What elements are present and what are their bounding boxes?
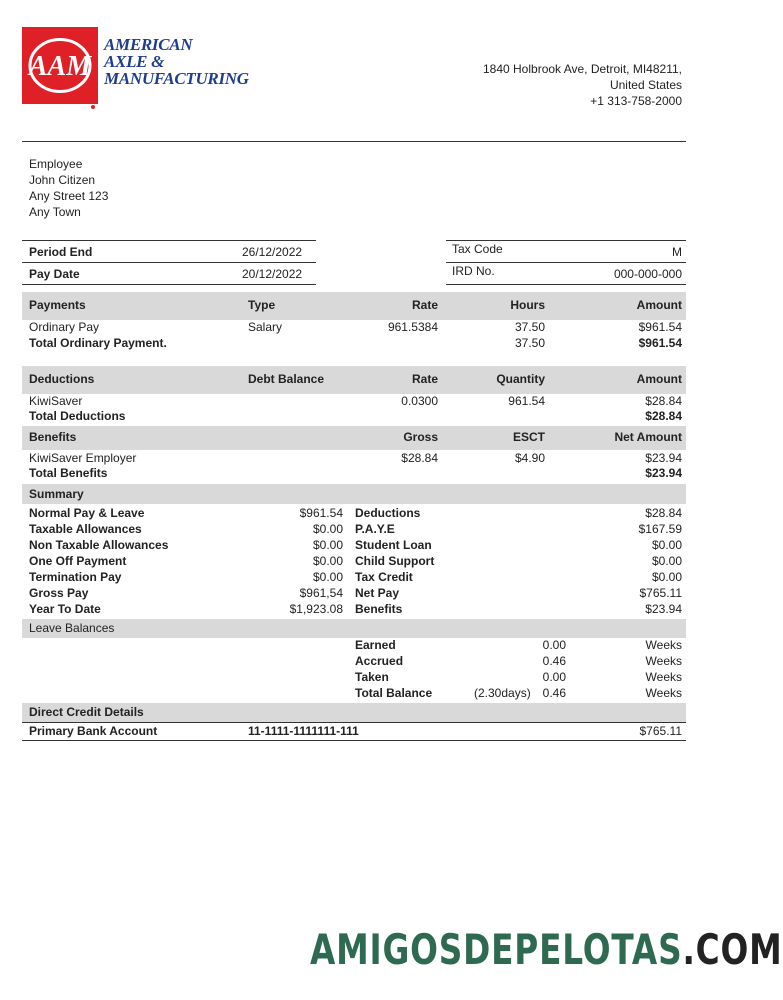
benefit-gross: $28.84 xyxy=(401,451,438,465)
summary-right-label: Benefits xyxy=(355,602,403,616)
company-name-line: AMERICAN xyxy=(104,35,193,54)
bank-account-number: 11-1111-1111111-111 xyxy=(248,724,359,738)
summary-right-value: $0.00 xyxy=(651,554,682,568)
summary-right-label: Student Loan xyxy=(355,538,432,552)
period-divider xyxy=(22,240,316,241)
summary-header-band xyxy=(22,484,686,504)
summary-left-value: $961,54 xyxy=(299,586,343,600)
summary-left-value: $1,923.08 xyxy=(289,602,343,616)
leave-row-extra: (2.30days) xyxy=(474,686,531,700)
company-logo xyxy=(22,27,98,104)
leave-row-value: 0.00 xyxy=(542,670,566,684)
company-phone: +1 313-758-2000 xyxy=(590,94,682,108)
benefits-header-band xyxy=(22,426,686,450)
company-address-line: United States xyxy=(609,78,682,92)
summary-right-value: $167.59 xyxy=(638,522,682,536)
summary-right-value: $23.94 xyxy=(645,602,682,616)
summary-right-label: Child Support xyxy=(355,554,435,568)
leave-header-band xyxy=(22,619,686,638)
summary-left-label: Termination Pay xyxy=(29,570,122,584)
benefits-total-net: $23.94 xyxy=(645,466,682,480)
payment-type: Salary xyxy=(248,320,283,334)
summary-left-label: Year To Date xyxy=(29,602,101,616)
benefits-net-header: Net Amount xyxy=(614,430,682,444)
summary-left-value: $0.00 xyxy=(312,538,343,552)
payments-type-header: Type xyxy=(248,298,276,312)
summary-left-value: $961.54 xyxy=(299,506,343,520)
bank-account-label: Primary Bank Account xyxy=(29,724,158,738)
tax-code-label: Tax Code xyxy=(452,242,503,256)
pay-date-label: Pay Date xyxy=(29,267,80,281)
summary-right-label: Tax Credit xyxy=(355,570,413,584)
header-divider xyxy=(22,141,686,142)
leave-row-label: Earned xyxy=(355,638,396,652)
site-watermark xyxy=(310,920,783,980)
period-divider xyxy=(22,262,316,263)
ird-value: 000-000-000 xyxy=(613,267,682,281)
benefit-net: $23.94 xyxy=(645,451,682,465)
summary-left-label: Gross Pay xyxy=(29,586,89,600)
payments-header: Payments xyxy=(29,298,86,312)
payments-total-label: Total Ordinary Payment. xyxy=(29,336,167,350)
summary-title: Summary xyxy=(29,487,84,501)
payments-hours-header: Hours xyxy=(510,298,545,312)
leave-row-label: Accrued xyxy=(355,654,404,668)
leave-title: Leave Balances xyxy=(29,621,115,635)
leave-row-value: 0.46 xyxy=(542,686,566,700)
watermark-main: AMIGOSDEPELOTAS xyxy=(310,925,683,974)
benefits-header: Benefits xyxy=(29,430,77,444)
leave-row-unit: Weeks xyxy=(645,638,682,652)
leave-row-value: 0.00 xyxy=(542,638,566,652)
logo-text: AAM xyxy=(28,51,92,82)
summary-right-value: $765.11 xyxy=(639,586,682,600)
payment-rate: 961.5384 xyxy=(387,320,438,334)
summary-right-value: $0.00 xyxy=(651,538,682,552)
deduction-amount: $28.84 xyxy=(645,394,682,408)
summary-right-value: $28.84 xyxy=(645,506,682,520)
direct-credit-divider xyxy=(22,740,686,741)
benefits-gross-header: Gross xyxy=(403,430,438,444)
summary-left-label: Non Taxable Allowances xyxy=(29,538,169,552)
payments-total-amount: $961.54 xyxy=(638,336,682,350)
bank-account-amount: $765.11 xyxy=(639,724,682,738)
employee-town: Any Town xyxy=(29,205,81,219)
leave-row-unit: Weeks xyxy=(645,670,682,684)
benefit-esct: $4.90 xyxy=(514,451,545,465)
leave-row-unit: Weeks xyxy=(645,686,682,700)
summary-left-label: One Off Payment xyxy=(29,554,127,568)
company-address-line: 1840 Holbrook Ave, Detroit, MI48211, xyxy=(482,62,682,76)
deduction-name: KiwiSaver xyxy=(29,394,83,408)
summary-right-label: P.A.Y.E xyxy=(355,522,395,536)
payments-header-band xyxy=(22,292,686,320)
deductions-header: Deductions xyxy=(29,372,95,386)
payment-amount: $961.54 xyxy=(638,320,682,334)
employee-label: Employee xyxy=(29,157,83,171)
payment-hours: 37.50 xyxy=(514,320,545,334)
company-name-line: AXLE & xyxy=(104,52,165,71)
benefits-total-label: Total Benefits xyxy=(29,466,108,480)
payments-total-hours: 37.50 xyxy=(514,336,545,350)
summary-left-value: $0.00 xyxy=(312,570,343,584)
summary-left-value: $0.00 xyxy=(312,554,343,568)
employee-street: Any Street 123 xyxy=(29,189,109,203)
ird-label: IRD No. xyxy=(452,264,495,278)
period-divider xyxy=(22,284,316,285)
summary-right-label: Net Pay xyxy=(355,586,400,600)
company-name xyxy=(104,36,249,87)
summary-right-value: $0.00 xyxy=(651,570,682,584)
summary-left-label: Taxable Allowances xyxy=(29,522,142,536)
tax-code-value: M xyxy=(672,245,682,259)
tax-divider xyxy=(446,240,686,241)
deductions-total-label: Total Deductions xyxy=(29,409,126,423)
deductions-debt-header: Debt Balance xyxy=(248,372,325,386)
tax-divider xyxy=(446,284,686,285)
period-end-value: 26/12/2022 xyxy=(242,245,303,259)
deductions-amount-header: Amount xyxy=(636,372,682,386)
pay-date-value: 20/12/2022 xyxy=(242,267,303,281)
summary-right-label: Deductions xyxy=(355,506,421,520)
logo-registered-dot xyxy=(91,105,95,109)
watermark-suffix: .COM xyxy=(682,925,783,974)
direct-credit-divider xyxy=(22,722,686,723)
leave-row-label: Taken xyxy=(355,670,389,684)
payment-name: Ordinary Pay xyxy=(29,320,100,334)
deduction-quantity: 961.54 xyxy=(508,394,545,408)
deductions-total-amount: $28.84 xyxy=(645,409,682,423)
leave-row-label: Total Balance xyxy=(355,686,433,700)
deductions-header-band xyxy=(22,366,686,394)
logo-mark xyxy=(22,27,98,104)
payments-amount-header: Amount xyxy=(636,298,682,312)
leave-row-value: 0.46 xyxy=(542,654,566,668)
period-end-label: Period End xyxy=(29,245,93,259)
company-name-line: MANUFACTURING xyxy=(104,69,249,88)
benefit-name: KiwiSaver Employer xyxy=(29,451,137,465)
employee-name: John Citizen xyxy=(29,173,96,187)
tax-divider xyxy=(446,262,686,263)
deductions-rate-header: Rate xyxy=(411,372,438,386)
benefits-esct-header: ESCT xyxy=(512,430,545,444)
summary-left-label: Normal Pay & Leave xyxy=(29,506,145,520)
deduction-rate: 0.0300 xyxy=(401,394,438,408)
summary-left-value: $0.00 xyxy=(312,522,343,536)
leave-row-unit: Weeks xyxy=(645,654,682,668)
payments-rate-header: Rate xyxy=(411,298,438,312)
deductions-quantity-header: Quantity xyxy=(496,372,545,386)
direct-credit-title: Direct Credit Details xyxy=(29,705,144,719)
